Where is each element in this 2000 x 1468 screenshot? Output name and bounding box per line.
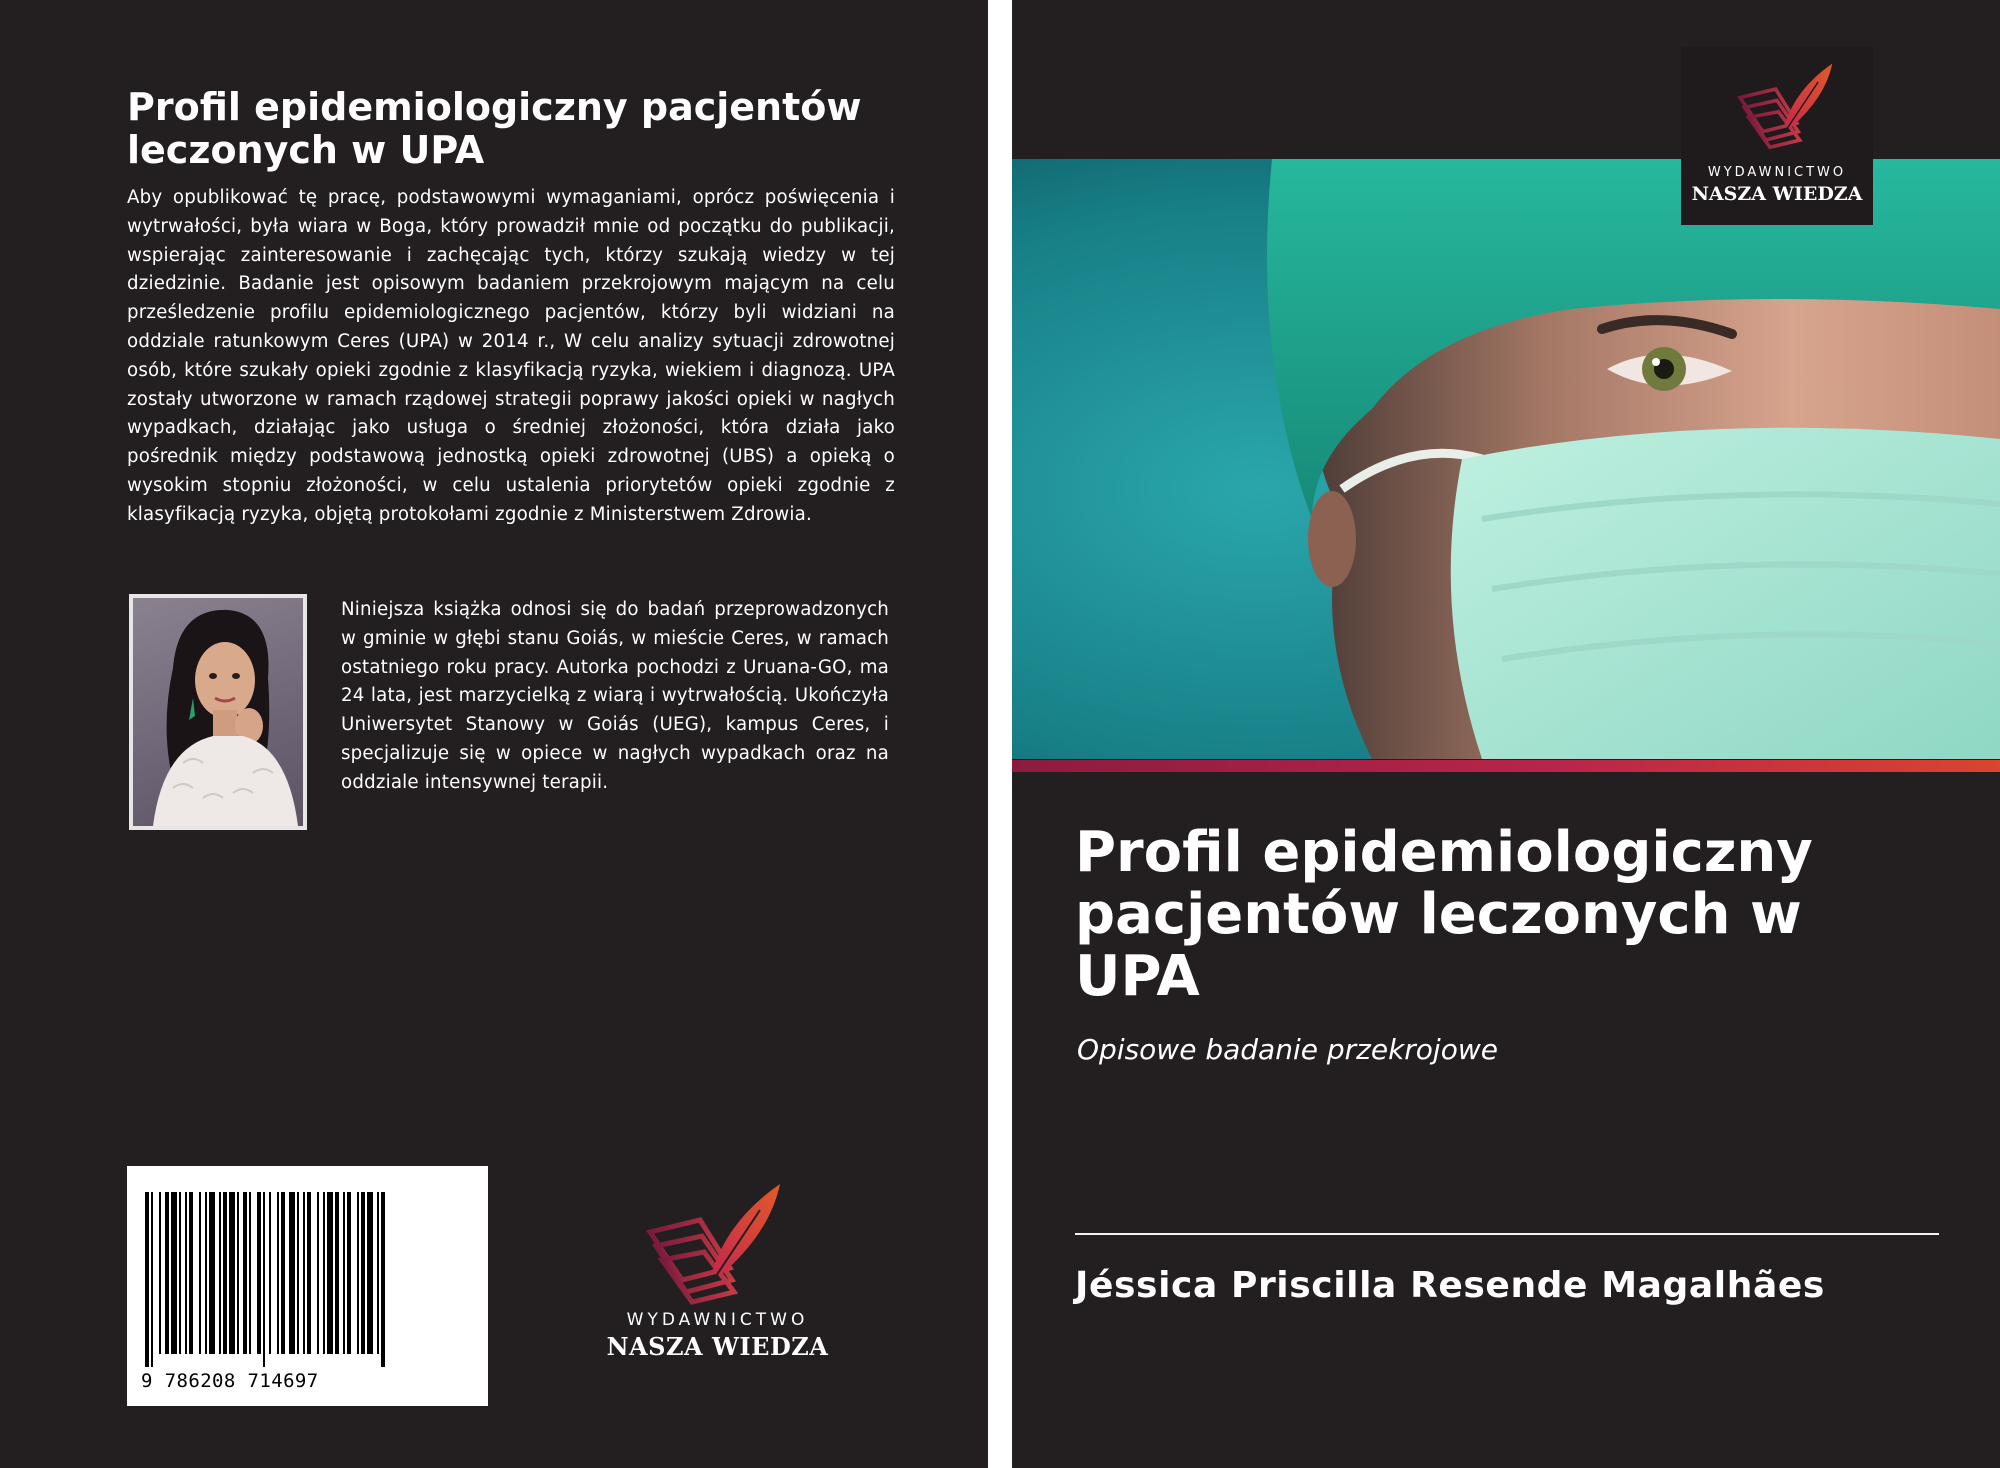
publisher-name-line1: WYDAWNICTWO: [626, 1310, 809, 1330]
author-portrait-icon: [133, 598, 303, 826]
back-cover: [0, 0, 988, 1468]
publisher-name-line2: NASZA WIEDZA: [606, 1332, 829, 1361]
book-quill-icon: [640, 1180, 795, 1305]
publisher-name-line2: NASZA WIEDZA: [1691, 183, 1863, 205]
surgeon-cover-photo: [1012, 159, 2000, 759]
author-photo: [129, 594, 307, 830]
publisher-logo-front: [1681, 47, 1873, 225]
accent-stripe: [1012, 760, 2000, 772]
front-cover-subtitle: Opisowe badanie przekrojowe: [1077, 1033, 1498, 1066]
title-divider: [1075, 1233, 1939, 1235]
publisher-logo: [595, 1180, 840, 1370]
back-cover-blurb: Aby opublikować tę pracę, podstawowymi wymaganiami, oprócz poświęcenia i wytrwałości, była wiara w Boga, który prowadził mnie od początku do publikacji, wspierając zainteresowanie i zachęcając tych, którzy szukają wiedzy w tej dziedzinie. Badanie jest opisowym badaniem przekrojowym mającym na celu prześledzenie profilu epidemiologicznego pacjentów, którzy byli widziani na oddziale ratunkowym Ceres (UPA) w 2014 r., W celu analizy sytuacji zdrowotnej osób, które szukały opieki zgodnie z klasyfikacją ryzyka, wiekiem i diagnozą. UPA zostały utworzone w ramach rządowej strategii poprawy jakości opieki w nagłych wypadkach, działając jako usługa o średniej złożoności, która działa jako pośrednik między podstawową jednostką opieki zdrowotnej (UBS) a opieką o wysokim stopniu złożoności, w celu ustalenia priorytetów opieki zgodnie z klasyfikacją ryzyka, objętą protokołami zgodnie z Ministerstwem Zdrowia.: [127, 187, 895, 525]
isbn-digits: 9 786208 714697: [141, 1370, 319, 1392]
isbn-barcode: [127, 1166, 488, 1406]
barcode-icon: [145, 1192, 470, 1367]
back-cover-title: Profil epidemiologiczny pacjentów leczonych w UPA: [127, 85, 862, 172]
front-cover-title: Profil epidemiologiczny pacjentów leczonych w UPA: [1075, 820, 1813, 1009]
author-name: Jéssica Priscilla Resende Magalhães: [1075, 1265, 1825, 1306]
front-cover: [1012, 0, 2000, 1468]
publisher-name-line1: WYDAWNICTWO: [1707, 165, 1847, 180]
book-quill-icon: [1733, 55, 1843, 155]
author-bio: Niniejsza książka odnosi się do badań przeprowadzonych w gminie w głębi stanu Goiás, w mieście Ceres, w ramach ostatniego roku pracy. Autorka pochodzi z Uruana-GO, ma 24 lata, jest marzycielką z wiarą i wytrwałością. Ukończyła Uniwersytet Stanowy w Goiás (UEG), kampus Ceres, i specjalizuje się w opiece w nagłych wypadkach oraz na oddziale intensywnej terapii.: [341, 599, 889, 793]
